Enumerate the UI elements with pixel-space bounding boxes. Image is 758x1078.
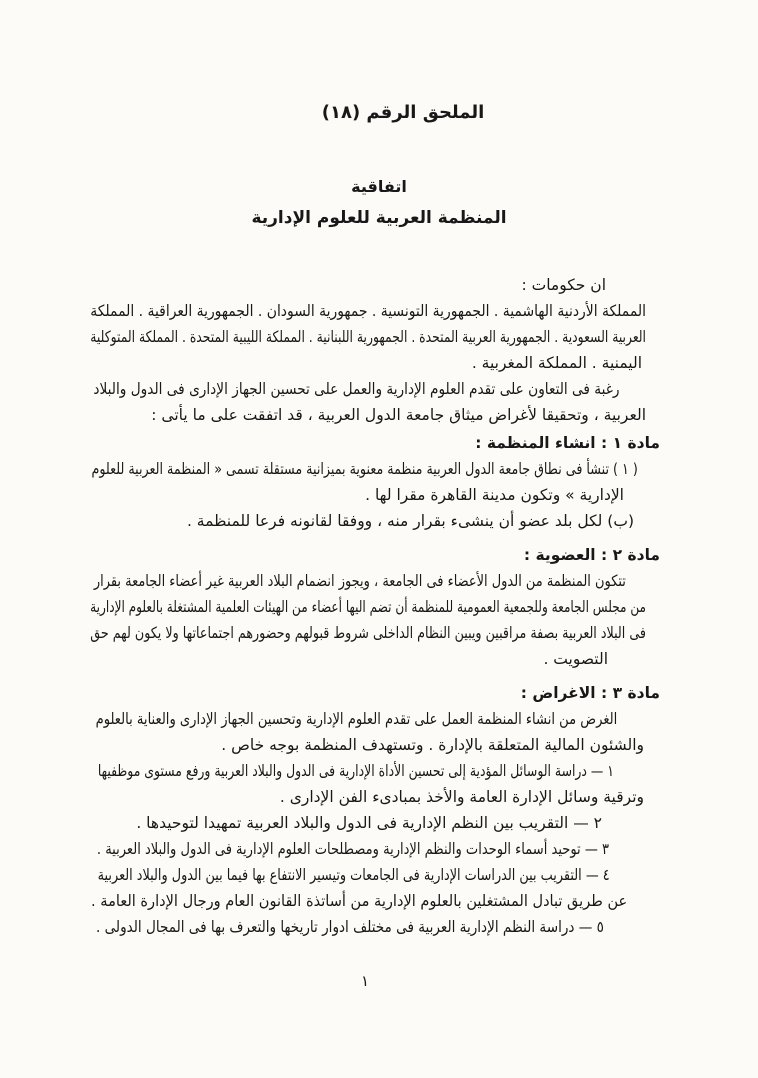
article-1-heading: مادة ١ : انشاء المنظمة : bbox=[475, 434, 660, 452]
preamble-purpose-line: رغبة فى التعاون على تقدم العلوم الإدارية والعمل على تحسين الجهاز الإدارى فى الدول والبلاد bbox=[93, 380, 620, 398]
article-3-intro-line: والشئون المالية المتعلقة بالإدارة . وتستهدف المنظمة بوجه خاص . bbox=[221, 736, 644, 754]
article-1-item-a-line: الإدارية » وتكون مدينة القاهرة مقرا لها . bbox=[365, 486, 624, 504]
article-2-heading: مادة ٢ : العضوية : bbox=[523, 546, 660, 564]
country-list-line: اليمنية . المملكة المغربية . bbox=[471, 354, 642, 372]
page-number: ١ bbox=[360, 972, 370, 990]
country-list-line: العربية السعودية . الجمهورية العربية المتحدة . الجمهورية اللبنانية . المملكة الليبية المتحدة . المملكة المتوكلية bbox=[90, 328, 646, 346]
country-list-line: المملكة الأردنية الهاشمية . الجمهورية التونسية . جمهورية السودان . الجمهورية العراقية . المملكة bbox=[90, 302, 646, 320]
article-2-body-line: من مجلس الجامعة وللجمعية العمومية للمنظمة أن تضم اليها أعضاء من الهيئات العلمية المشتغلة بالعلوم الإدارية bbox=[90, 598, 647, 616]
preamble-purpose-line: العربية ، وتحقيقا لأغراض ميثاق جامعة الدول العربية ، قد اتفقت على ما يأتى : bbox=[151, 406, 646, 424]
article-3-item-line: وترقية وسائل الإدارة العامة والأخذ بمبادىء الفن الإدارى . bbox=[279, 788, 644, 806]
article-1-item-a-line: ( ١ ) تنشأ فى نطاق جامعة الدول العربية منظمة معنوية بميزانية مستقلة تسمى « المنظمة العربية للعلوم bbox=[91, 460, 638, 478]
article-1-item-b-line: (ب) لكل بلد عضو أن ينشىء بقرار منه ، ووفقا لقانونه فرعا للمنظمة . bbox=[186, 512, 634, 530]
article-3-item-line: عن طريق تبادل المشتغلين بالعلوم الإدارية من أساتذة القانون العام ورجال الإدارة العامة . bbox=[91, 892, 628, 910]
article-3-heading: مادة ٣ : الاغراض : bbox=[520, 684, 660, 702]
document-title-block bbox=[0, 172, 758, 234]
article-3-item-line: ١ — دراسة الوسائل المؤدية إلى تحسين الأداة الإدارية فى الدول والبلاد العربية ورفع مستوى موظفيها bbox=[97, 762, 614, 780]
article-2-body-line: تتكون المنظمة من الدول الأعضاء فى الجامعة ، ويجوز انضمام البلاد العربية غير أعضاء الجامعة بقرار bbox=[93, 572, 626, 590]
article-3-item-line: ٢ — التقريب بين النظم الإدارية فى الدول والبلاد العربية تمهيدا لتوحيدها . bbox=[136, 814, 602, 832]
agreement-title: اتفاقية bbox=[351, 177, 407, 196]
appendix-number: الملحق الرقم (١٨) bbox=[321, 102, 485, 123]
article-2-body-line: فى البلاد العربية بصفة مراقبين ويبين النظام الداخلى شروط قبولهم وحضورهم اجتماعاتها ولا يكون لهم حق bbox=[90, 624, 646, 642]
article-2-body-line: التصويت . bbox=[543, 650, 608, 668]
article-3-item-line: ٥ — دراسة النظم الإدارية العربية فى مختلف ادوار تاريخها والتعرف بها فى المجال الدولى . bbox=[95, 918, 604, 936]
article-3-intro-line: الغرض من انشاء المنظمة العمل على تقدم العلوم الإدارية وتحسين الجهاز الإدارى والعناية بالعلوم bbox=[95, 710, 618, 728]
article-3-item-line: ٣ — توحيد أسماء الوحدات والنظم الإدارية ومصطلحات العلوم الإدارية فى الدول والبلاد العربية . bbox=[96, 840, 610, 858]
article-3-item-line: ٤ — التقريب بين الدراسات الإدارية فى الجامعات وتيسير الانتفاع بها فيما بين الدول والبلاد العربية bbox=[97, 866, 610, 884]
document-body bbox=[90, 272, 660, 940]
preamble-intro-line: ان حكومات : bbox=[521, 276, 606, 294]
organization-name: المنظمة العربية للعلوم الإدارية bbox=[251, 208, 507, 228]
